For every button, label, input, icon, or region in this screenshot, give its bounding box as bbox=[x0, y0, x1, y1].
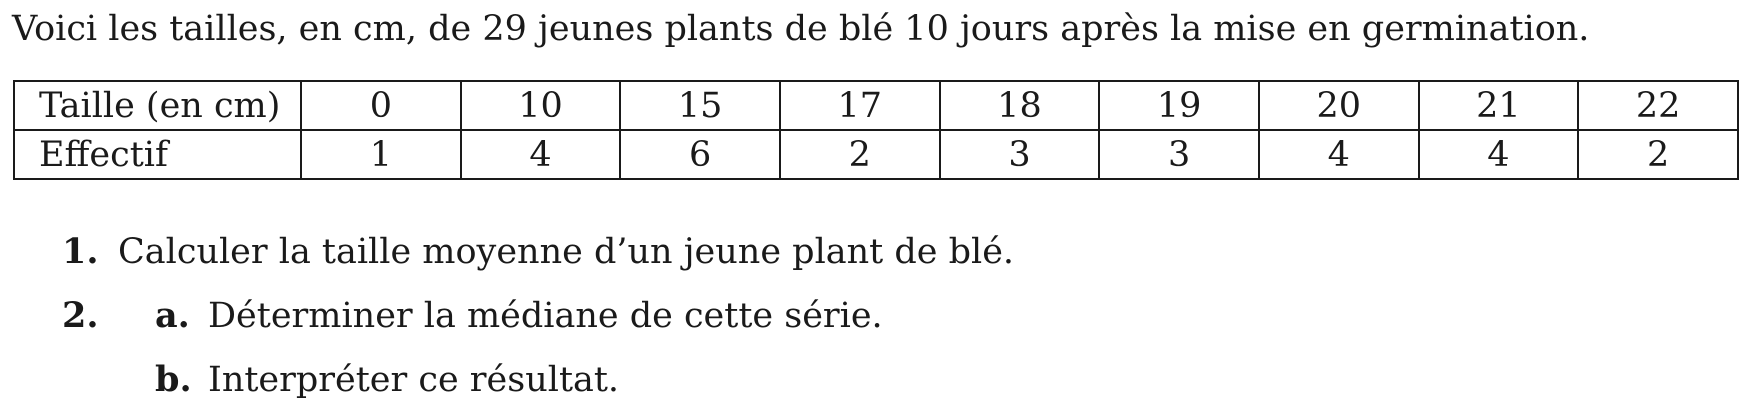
effectif-cell: 4 bbox=[461, 130, 621, 179]
effectif-cell: 1 bbox=[301, 130, 461, 179]
taille-cell: 20 bbox=[1259, 81, 1419, 130]
taille-cell: 21 bbox=[1419, 81, 1579, 130]
taille-cell: 22 bbox=[1578, 81, 1738, 130]
taille-cell: 10 bbox=[461, 81, 621, 130]
row-header-effectif: Effectif bbox=[14, 130, 301, 179]
question-2a-text: Déterminer la médiane de cette série. bbox=[208, 296, 883, 336]
effectif-cell: 2 bbox=[1578, 130, 1738, 179]
effectif-cell: 2 bbox=[780, 130, 940, 179]
taille-cell: 0 bbox=[301, 81, 461, 130]
question-2b-text: Interpréter ce résultat. bbox=[208, 360, 620, 400]
intro-text: Voici les tailles, en cm, de 29 jeunes plants de blé 10 jours après la mise en germination. bbox=[12, 9, 1590, 49]
taille-cell: 17 bbox=[780, 81, 940, 130]
effectif-cell: 4 bbox=[1259, 130, 1419, 179]
taille-cell: 15 bbox=[620, 81, 780, 130]
effectif-cell: 4 bbox=[1419, 130, 1579, 179]
row-header-taille: Taille (en cm) bbox=[14, 81, 301, 130]
effectif-cell: 6 bbox=[620, 130, 780, 179]
question-2b-letter: b. bbox=[155, 359, 192, 400]
taille-cell: 18 bbox=[940, 81, 1100, 130]
question-1-number: 1. bbox=[62, 231, 99, 272]
effectif-cell: 3 bbox=[1099, 130, 1259, 179]
taille-cell: 19 bbox=[1099, 81, 1259, 130]
question-2a-letter: a. bbox=[155, 295, 190, 336]
effectif-cell: 3 bbox=[940, 130, 1100, 179]
question-1-text: Calculer la taille moyenne d’un jeune plant de blé. bbox=[118, 232, 1015, 272]
question-2-number: 2. bbox=[62, 295, 99, 336]
